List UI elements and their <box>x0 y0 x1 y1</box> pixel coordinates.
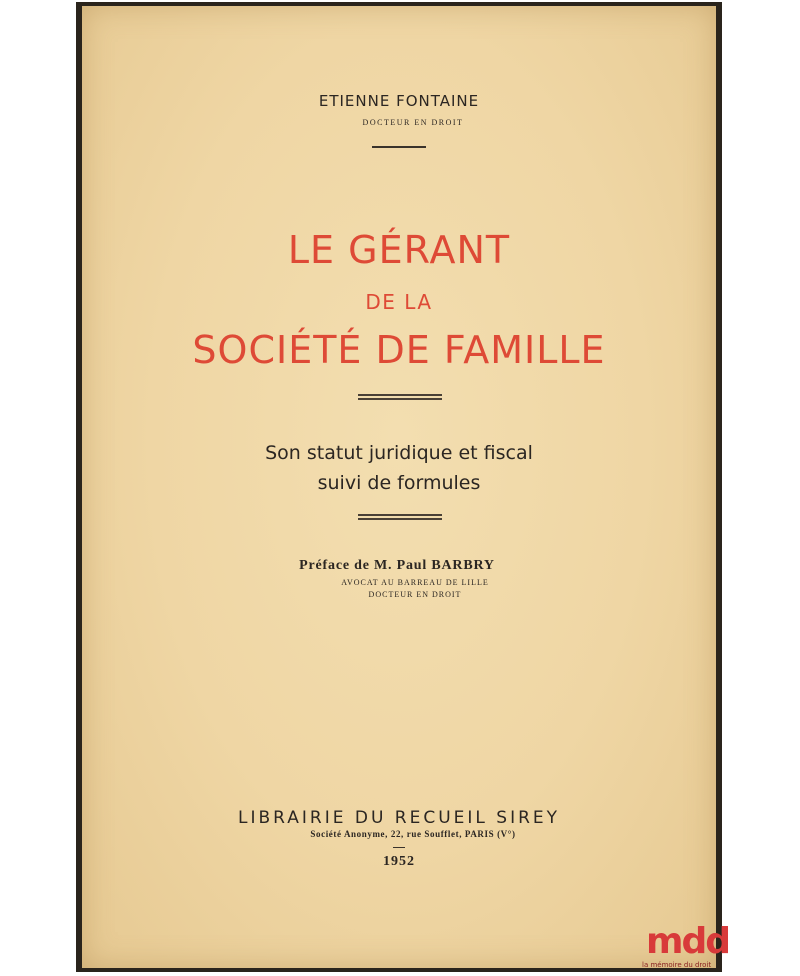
preface-role-1: AVOCAT AU BARREAU DE LILLE <box>341 578 489 587</box>
preface-role-2: DOCTEUR EN DROIT <box>368 590 462 599</box>
publication-year: 1952 <box>383 854 415 869</box>
title-line-1: LE GÉRANT <box>287 228 511 272</box>
author-name: ETIENNE FONTAINE <box>318 92 480 110</box>
logo-mark: mdd <box>646 921 730 962</box>
publisher-name: LIBRAIRIE DU RECUEIL SIREY <box>237 808 561 828</box>
subtitle-line-2: suivi de formules <box>317 472 481 494</box>
title-line-3: SOCIÉTÉ DE FAMILLE <box>192 328 606 372</box>
title-line-2: DE LA <box>365 290 433 314</box>
mdd-logo <box>642 921 730 972</box>
preface-line: Préface de M. Paul BARBRY <box>299 558 495 573</box>
year-divider <box>393 847 405 848</box>
subtitle-double-rule <box>358 514 442 520</box>
author-degree: DOCTEUR EN DROIT <box>362 118 464 127</box>
book-cover <box>82 6 716 968</box>
logo-tagline: la mémoire du droit <box>642 961 712 969</box>
publisher-address: Société Anonyme, 22, rue Soufflet, PARIS (V°) <box>310 829 516 839</box>
title-double-rule <box>358 394 442 400</box>
subtitle-line-1: Son statut juridique et fiscal <box>265 442 533 464</box>
author-divider <box>372 146 426 148</box>
